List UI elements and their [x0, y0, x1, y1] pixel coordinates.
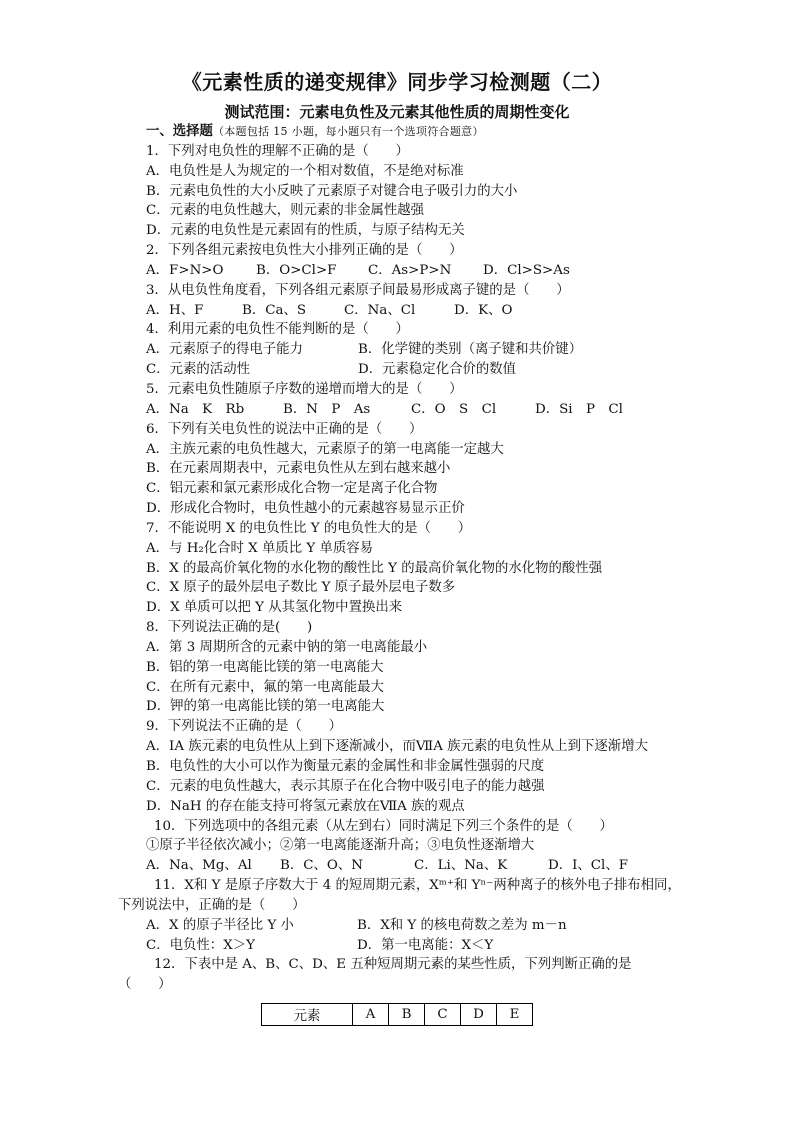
- option: A．H、F: [146, 302, 204, 318]
- option: B．元素电负性的大小反映了元素原子对键合电子吸引力的大小: [146, 183, 518, 199]
- table-header-cell: D: [461, 1004, 497, 1026]
- option: D．I、Cl、F: [548, 858, 629, 874]
- question-stem: 12．下表中是 A、B、C、D、E 五种短周期元素的某些性质，下列判断正确的是: [154, 957, 632, 973]
- option: C．X 原子的最外层电子数比 Y 原子最外层电子数多: [146, 580, 456, 596]
- question-stem: 4．利用元素的电负性不能判断的是（ ）: [146, 322, 409, 338]
- option: B．在元素周期表中，元素电负性从左到右越来越小: [146, 461, 451, 477]
- table-header-row: [262, 1004, 533, 1026]
- option: A．元素原子的得电子能力: [146, 342, 303, 358]
- option: D．钾的第一电离能比镁的第一电离能大: [146, 699, 385, 715]
- option: C．电负性：X＞Y: [146, 937, 255, 953]
- option: D．Si P Cl: [535, 401, 623, 417]
- option: C．在所有元素中，氟的第一电离能最大: [146, 679, 384, 695]
- question-stem: 6．下列有关电负性的说法中正确的是（ ）: [146, 421, 423, 437]
- question-stem: 7．不能说明 X 的电负性比 Y 的电负性大的是（ ）: [146, 520, 472, 536]
- option: D．K、O: [454, 302, 513, 318]
- option-row: [146, 916, 706, 936]
- option: D．Cl>S>As: [483, 262, 570, 278]
- option: C．Na、Cl: [344, 302, 416, 318]
- table-header-cell: B: [389, 1004, 425, 1026]
- question-list: [118, 122, 706, 995]
- option: D．第一电离能：X＜Y: [357, 937, 494, 953]
- question-stem: 10．下列选项中的各组元素（从左到右）同时满足下列三个条件的是（ ）: [154, 818, 613, 834]
- option-row: [146, 400, 706, 420]
- option-row: [146, 856, 706, 876]
- option: A．F>N>O: [146, 262, 224, 278]
- question-stem: 11．X和 Y 是原子序数大于 4 的短周期元素，Xᵐ⁺和 Yⁿ⁻两种离子的核外电子排布相同，: [154, 878, 681, 894]
- option: D．元素稳定化合价的数值: [358, 362, 517, 378]
- option-row: [146, 301, 706, 321]
- option: A．与 H₂化合时 X 单质比 Y 单质容易: [146, 540, 374, 556]
- table-header-cell: C: [425, 1004, 461, 1026]
- question-stem: 8．下列说法正确的是( ): [146, 620, 313, 636]
- question-stem: 9．下列说法不正确的是（ ）: [146, 719, 342, 735]
- option: A．Na、Mg、Al: [146, 858, 252, 874]
- option: B．Ca、S: [242, 302, 307, 318]
- question-stem-continuation: （ ）: [118, 977, 172, 993]
- question-stem: 1．下列对电负性的理解不正确的是（ ）: [146, 143, 409, 159]
- option: D．元素的电负性是元素固有的性质，与原子结构无关: [146, 223, 465, 239]
- option: B．电负性的大小可以作为衡量元素的金属性和非金属性强弱的尺度: [146, 759, 545, 774]
- option: A．X 的原子半径比 Y 小: [146, 917, 294, 933]
- option: A．ⅠA 族元素的电负性从上到下逐渐减小，而ⅦA 族元素的电负性从上到下逐渐增大: [146, 739, 648, 755]
- option-row: [146, 340, 706, 360]
- question-stem: 2．下列各组元素按电负性大小排列正确的是（ ）: [146, 243, 463, 259]
- option: B．C、O、N: [280, 858, 363, 874]
- option-row: [146, 936, 706, 956]
- option: C．元素的活动性: [146, 362, 250, 378]
- option: B．化学键的类别（离子键和共价键）: [358, 342, 583, 358]
- table-header-cell: 元素: [262, 1004, 353, 1026]
- section-note: （本题包括 15 小题，每小题只有一个选项符合题意）: [212, 125, 484, 138]
- option: A．主族元素的电负性越大，元素原子的第一电离能一定越大: [146, 441, 504, 457]
- option: D．X 单质可以把 Y 从其氢化物中置换出来: [146, 600, 403, 616]
- option: A．第 3 周期所含的元素中钠的第一电离能最小: [146, 639, 428, 655]
- option: C．Li、Na、K: [414, 858, 508, 874]
- section-heading: [146, 122, 706, 142]
- section-title: 一、选择题: [146, 123, 213, 139]
- option: C．O S Cl: [411, 401, 497, 417]
- question-stem: 5．元素电负性随原子序数的递增而增大的是（ ）: [146, 381, 463, 397]
- option: B．X和 Y 的核电荷数之差为 m－n: [357, 917, 567, 933]
- option: C．元素的电负性越大，则元素的非金属性越强: [146, 203, 425, 219]
- option: C．铝元素和氯元素形成化合物一定是离子化合物: [146, 481, 438, 497]
- page-subtitle: 测试范围：元素电负性及元素其他性质的周期性变化: [224, 103, 570, 121]
- question-condition: ①原子半径依次减小；②第一电离能逐渐升高；③电负性逐渐增大: [146, 838, 535, 854]
- question-stem: 3．从电负性角度看，下列各组元素原子间最易形成离子键的是（ ）: [146, 282, 570, 298]
- option: B．X 的最高价氧化物的水化物的酸性比 Y 的最高价氧化物的水化物的酸性强: [146, 560, 603, 576]
- option: A．Na K Rb: [146, 401, 245, 417]
- option: B．O>Cl>F: [256, 262, 337, 278]
- option: C．As>P>N: [368, 262, 452, 278]
- option: C．元素的电负性越大，表示其原子在化合物中吸引电子的能力越强: [146, 778, 545, 794]
- option: B．N P As: [283, 401, 371, 417]
- table-header-cell: A: [353, 1004, 389, 1026]
- table-header-cell: E: [497, 1004, 533, 1026]
- option: A．电负性是人为规定的一个相对数值，不是绝对标准: [146, 163, 464, 179]
- question-stem-continuation: 下列说法中，正确的是（ ）: [118, 897, 306, 913]
- option: B．铝的第一电离能比镁的第一电离能大: [146, 659, 384, 675]
- option: D．形成化合物时，电负性越小的元素越容易显示正价: [146, 501, 465, 517]
- element-properties-table: [261, 1003, 533, 1026]
- option-row: [146, 261, 706, 281]
- option: D．NaH 的存在能支持可将氢元素放在ⅦA 族的观点: [146, 798, 465, 814]
- page-title: 《元素性质的递变规律》同步学习检测题（二）: [181, 70, 613, 94]
- option-row: [146, 360, 706, 380]
